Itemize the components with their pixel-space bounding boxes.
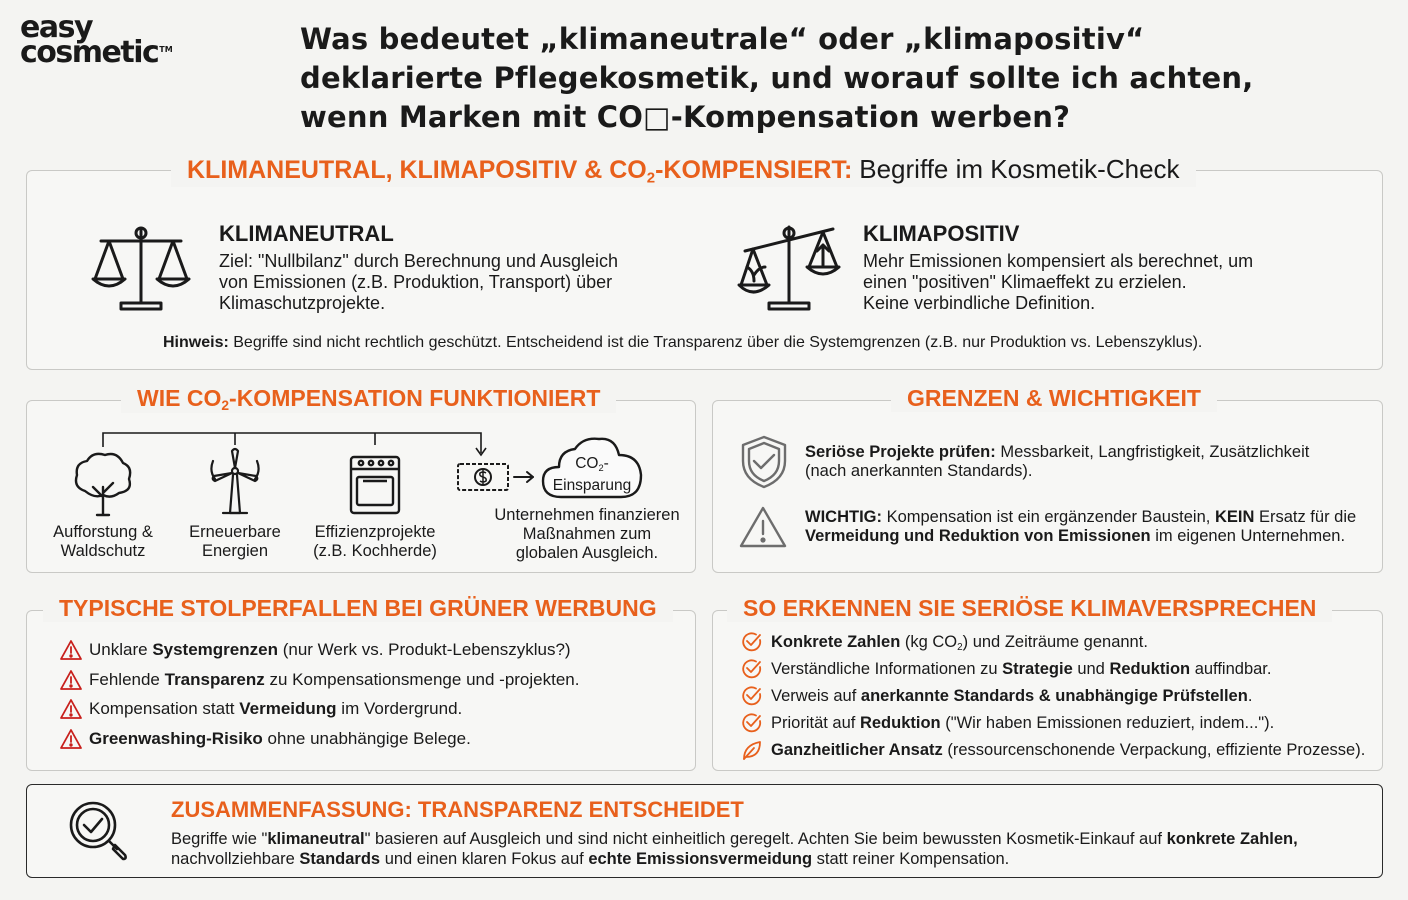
serious-5-post: (ressourcenschonende Verpackung, effiziente Prozesse). (942, 741, 1366, 759)
warning-triangle-icon (739, 505, 787, 549)
serious-3-post: . (1247, 687, 1253, 705)
note2-bold-3: Vermeidung und Reduktion von Emissionen (805, 527, 1151, 545)
pitfall-1-pre: Unklare (89, 640, 153, 659)
note2-text-2: Ersatz für die (1254, 508, 1357, 526)
terms-heading-sub: 2 (646, 169, 656, 187)
serious-3-bold: anerkannte Standards & unabhängige Prüfstellen (860, 687, 1248, 705)
positive-line-2: einen "positiven" Klimaeffekt zu erzielen. (863, 272, 1187, 292)
neutral-line-3: Klimaschutzprojekte. (219, 293, 386, 313)
limits-note-1-line-1 (805, 443, 1309, 462)
positive-line-3: Keine verbindliche Definition. (863, 293, 1096, 313)
balance-scale-icon (91, 221, 191, 311)
comp-item-1-line-1: Aufforstung & (53, 523, 153, 541)
summary-heading: ZUSAMMENFASSUNG: TRANSPARENZ ENTSCHEIDET (171, 797, 744, 822)
cloud-line-1 (541, 455, 643, 477)
note1-text: Messbarkeit, Langfristigkeit, Zusätzlichkeit (995, 443, 1310, 461)
check-circle-icon (741, 712, 763, 734)
pitfall-1-post: (nur Werk vs. Produkt-Lebenszyklus?) (277, 640, 571, 659)
money-icon (457, 463, 509, 491)
positive-text (863, 251, 1253, 314)
pitfall-4-bold: Greenwashing-Risiko (89, 728, 263, 748)
summary-line-2 (171, 849, 1361, 869)
leaf-icon (741, 739, 763, 761)
check-circle-icon (741, 658, 763, 680)
list-item (741, 631, 1365, 658)
limits-panel (712, 385, 1383, 573)
summary-b3: Standards (299, 850, 381, 868)
comp-item-1-line-2: Waldschutz (60, 542, 146, 560)
serious-2-post: auffindbar. (1190, 660, 1272, 678)
comp-heading-suffix: -KOMPENSATION FUNKTIONIERT (229, 385, 601, 411)
positive-title: KLIMAPOSITIV (863, 221, 1020, 246)
terms-heading-prefix: KLIMANEUTRAL, KLIMAPOSITIV & CO (187, 156, 647, 184)
note1-bold: Seriöse Projekte prüfen: (805, 443, 996, 461)
terms-panel (26, 154, 1383, 370)
comp-item-3-line-2: (z.B. Kochherde) (313, 542, 437, 560)
limits-heading: GRENZEN & WICHTIGKEIT (891, 385, 1217, 412)
serious-4-post: ("Wir haben Emissionen reduziert, indem..."). (940, 714, 1275, 732)
limits-note-1-line-2: (nach anerkannten Standards). (805, 462, 1033, 480)
tilted-scale-icon (737, 219, 841, 311)
serious-heading: SO ERKENNEN SIE SERIÖSE KLIMAVERSPRECHEN (727, 595, 1332, 622)
compensation-panel (26, 385, 696, 573)
cloud-text (541, 455, 643, 494)
list-item (741, 658, 1365, 685)
serious-3-pre: Verweis auf (771, 687, 861, 705)
check-circle-icon (741, 685, 763, 707)
pitfall-3-post: im Vordergrund. (336, 699, 463, 719)
serious-4-pre: Priorität auf (771, 714, 860, 732)
terms-heading-suffix: -KOMPENSIERT: (655, 156, 853, 184)
cloud-dash: - (603, 455, 609, 472)
serious-1-bold: Konkrete Zahlen (771, 633, 901, 651)
brand-logo (20, 10, 173, 70)
summary-b1: klimaneutral (267, 830, 365, 848)
finance-line-1: Unternehmen finanzieren (494, 506, 680, 524)
note2-text-3: im eigenen Unternehmen. (1150, 527, 1346, 545)
finance-caption (477, 506, 697, 563)
summary-line-1 (171, 829, 1361, 849)
magnifier-check-icon (67, 799, 131, 863)
list-item (741, 685, 1365, 712)
comp-heading-prefix: WIE CO (137, 385, 222, 411)
summary-t1: Begriffe wie " (171, 830, 268, 848)
pitfall-3-pre: Kompensation statt (89, 699, 240, 719)
summary-t4: und einen klaren Fokus auf (380, 850, 589, 868)
neutral-line-2: von Emissionen (z.B. Produktion, Transport) über (219, 272, 613, 292)
limits-note-1 (805, 443, 1309, 481)
warning-icon (59, 728, 83, 750)
hint-label: Hinweis: (163, 334, 229, 351)
terms-hint (163, 334, 1202, 352)
page-title (300, 20, 1300, 137)
limits-note-2-line-2 (805, 527, 1356, 546)
title-line-1: Was bedeutet „klimaneutrale“ oder „klimapositiv“ (300, 22, 1145, 56)
wind-turbine-icon (205, 447, 265, 517)
summary-text (171, 829, 1361, 869)
comp-item-1-caption (45, 523, 161, 561)
cloud-line-2: Einsparung (552, 476, 632, 494)
list-item (741, 712, 1365, 739)
pitfall-2-bold: Transparenz (164, 669, 265, 689)
logo-trademark: TM (159, 44, 173, 54)
limits-note-2 (805, 508, 1356, 546)
serious-1-sub: 2 (957, 641, 963, 653)
pitfall-4-post: ohne unabhängige Belege. (262, 728, 471, 748)
serious-claims-panel (712, 595, 1383, 771)
pitfall-3-bold: Vermeidung (239, 699, 337, 719)
cloud-sub: 2 (598, 462, 604, 473)
comp-item-2-caption (177, 523, 293, 561)
comp-item-3-caption (303, 523, 447, 561)
logo-line-2 (20, 34, 173, 70)
pitfalls-heading: TYPISCHE STOLPERFALLEN BEI GRÜNER WERBUNG (43, 595, 673, 622)
serious-2-bold-2: Reduktion (1109, 660, 1191, 678)
logo-word: cosmetic (20, 34, 159, 70)
title-line-2: deklarierte Pflegekosmetik, und worauf sollte ich achten, (300, 61, 1254, 95)
warning-icon (59, 698, 83, 720)
serious-5-bold: Ganzheitlicher Ansatz (771, 741, 943, 759)
terms-heading-rest: Begriffe im Kosmetik-Check (859, 154, 1180, 184)
comp-item-2-line-1: Erneuerbare (189, 523, 281, 541)
logo-line-1: easy (20, 10, 93, 45)
serious-list (741, 631, 1365, 766)
cloud-co: CO (575, 455, 599, 472)
neutral-title: KLIMANEUTRAL (219, 221, 394, 246)
finance-line-2: Maßnahmen zum (522, 525, 652, 543)
summary-panel (26, 784, 1383, 878)
list-item (59, 698, 579, 728)
note2-text: Kompensation ist ein ergänzender Baustein, (881, 508, 1215, 526)
note2-bold: WICHTIG: (805, 508, 882, 526)
warning-icon (59, 669, 83, 691)
serious-2-bold: Strategie (1002, 660, 1073, 678)
summary-t3: nachvollziehbare (171, 850, 300, 868)
warning-icon (59, 639, 83, 661)
terms-heading (171, 154, 1196, 187)
serious-2-mid: und (1072, 660, 1110, 678)
pitfalls-panel (26, 595, 696, 771)
list-item (741, 739, 1365, 766)
stove-icon (349, 453, 401, 515)
note2-bold-2: KEIN (1214, 508, 1255, 526)
pitfall-2-post: zu Kompensationsmenge und -projekten. (264, 669, 580, 689)
summary-t5: statt reiner Kompensation. (812, 850, 1010, 868)
title-line-3: wenn Marken mit CO□-Kompensation werben? (300, 100, 1071, 134)
limits-note-2-line-1 (805, 508, 1356, 527)
serious-1-pre: (kg CO (900, 633, 958, 651)
pitfalls-list (59, 639, 579, 757)
list-item (59, 728, 579, 758)
finance-line-3: globalen Ausgleich. (515, 544, 659, 562)
neutral-text (219, 251, 618, 314)
shield-check-icon (741, 435, 787, 489)
summary-b4: echte Emissionsvermeidung (588, 850, 813, 868)
comp-heading-sub: 2 (221, 398, 230, 414)
summary-b2: konkrete Zahlen, (1166, 830, 1298, 848)
check-circle-icon (741, 631, 763, 653)
comp-item-3-line-1: Effizienzprojekte (314, 523, 436, 541)
positive-line-1: Mehr Emissionen kompensiert als berechnet, um (863, 251, 1254, 271)
tree-icon (71, 451, 135, 517)
serious-1-post: ) und Zeiträume genannt. (962, 633, 1148, 651)
comp-item-2-line-2: Energien (201, 542, 269, 560)
summary-t2: " basieren auf Ausgleich und sind nicht einheitlich geregelt. Achten Sie beim bewussten Kosmetik-Einkauf auf (364, 830, 1167, 848)
neutral-line-1: Ziel: "Nullbilanz" durch Berechnung und Ausgleich (219, 251, 619, 271)
serious-4-bold: Reduktion (859, 714, 941, 732)
hint-text: Begriffe sind nicht rechtlich geschützt. Entscheidend ist die Transparenz über die Systemgrenzen (z.B. nur Produktion vs. Lebenszyklus). (233, 334, 1203, 351)
arrow-right-icon (513, 471, 535, 483)
pitfall-1-bold: Systemgrenzen (152, 640, 278, 659)
pitfall-2-pre: Fehlende (89, 669, 165, 689)
serious-2-pre: Verständliche Informationen zu (771, 660, 1003, 678)
list-item (59, 669, 579, 699)
list-item (59, 639, 579, 669)
